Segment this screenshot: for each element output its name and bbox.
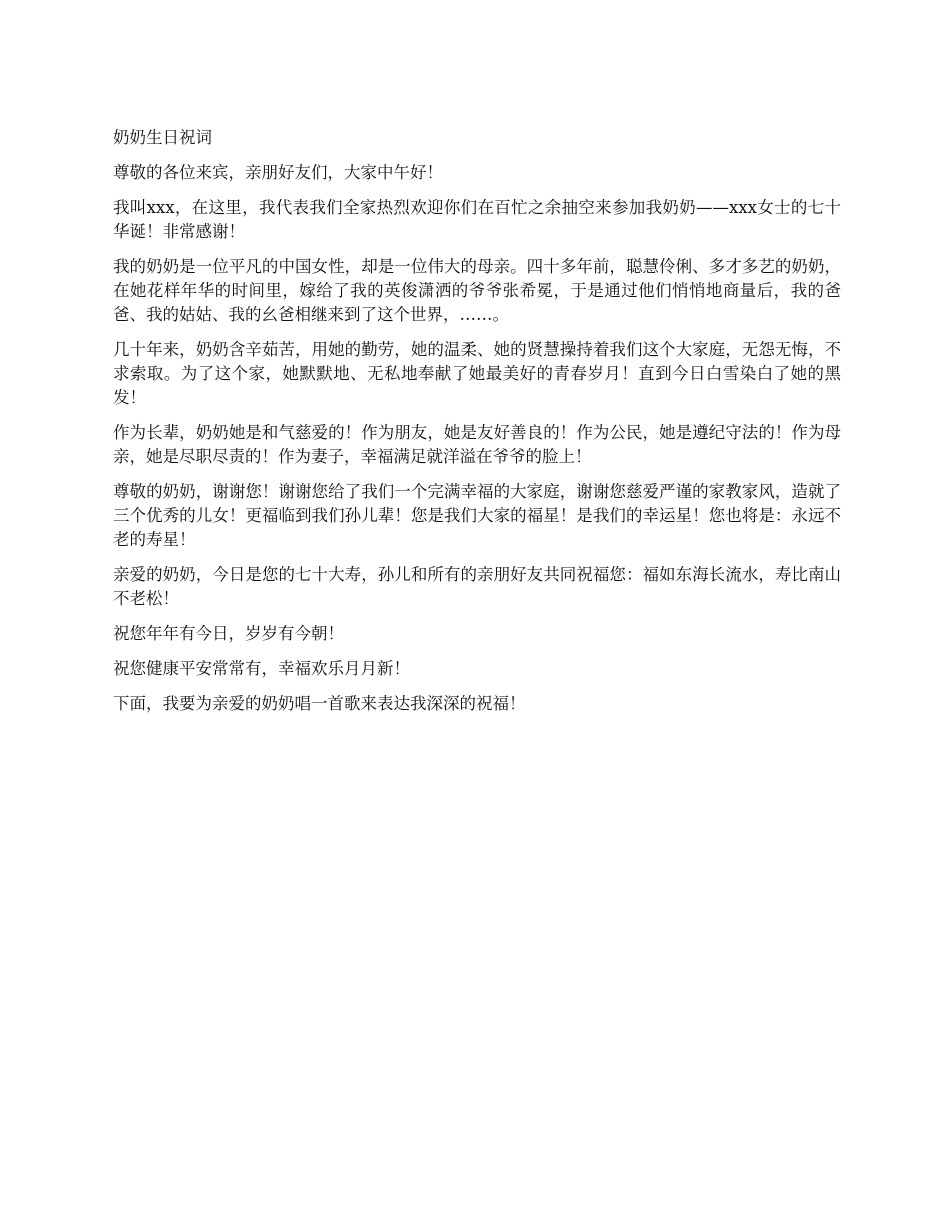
paragraph-blessing-1: 祝您年年有今日，岁岁有今朝！ (113, 624, 344, 643)
paragraph-welcome: 我叫xxx，在这里，我代表我们全家热烈欢迎你们在百忙之余抽空来参加我奶奶——xxx女士的七十华诞！非常感谢！ (113, 198, 841, 241)
paragraph-birthday-wish: 亲爱的奶奶，今日是您的七十大寿，孙儿和所有的亲朋好友共同祝福您：福如东海长流水，寿比南山不老松！ (113, 565, 841, 608)
paragraph-grandmother-history: 我的奶奶是一位平凡的中国女性，却是一位伟大的母亲。四十多年前，聪慧伶俐、多才多艺的奶奶，在她花样年华的时间里，嫁给了我的英俊潇洒的爷爷张希冕，于是通过他们悄悄地商量后，我的爸爸、我的姑姑、我的幺爸相继来到了这个世界，……。 (113, 257, 841, 324)
paragraph-blessing-2: 祝您健康平安常常有，幸福欢乐月月新！ (113, 659, 410, 678)
paragraph-thanks: 尊敬的奶奶，谢谢您！谢谢您给了我们一个完满幸福的大家庭，谢谢您慈爱严谨的家教家风，造就了三个优秀的儿女！更福临到我们孙儿辈！您是我们大家的福星！是我们的幸运星！您也将是：永远不老的寿星！ (113, 482, 841, 549)
paragraph-roles: 作为长辈，奶奶她是和气慈爱的！作为朋友，她是友好善良的！作为公民，她是遵纪守法的！作为母亲，她是尽职尽责的！作为妻子，幸福满足就洋溢在爷爷的脸上！ (113, 423, 841, 466)
paragraph-greeting: 尊敬的各位来宾，亲朋好友们，大家中午好！ (113, 163, 443, 182)
document-body (113, 126, 841, 727)
document-title: 奶奶生日祝词 (113, 128, 212, 147)
paragraph-dedication: 几十年来，奶奶含辛茹苦，用她的勤劳，她的温柔、她的贤慧操持着我们这个大家庭，无怨无悔，不求索取。为了这个家，她默默地、无私地奉献了她最美好的青春岁月！直到今日白雪染白了她的黑发！ (113, 340, 841, 407)
paragraph-closing: 下面，我要为亲爱的奶奶唱一首歌来表达我深深的祝福！ (113, 694, 526, 713)
